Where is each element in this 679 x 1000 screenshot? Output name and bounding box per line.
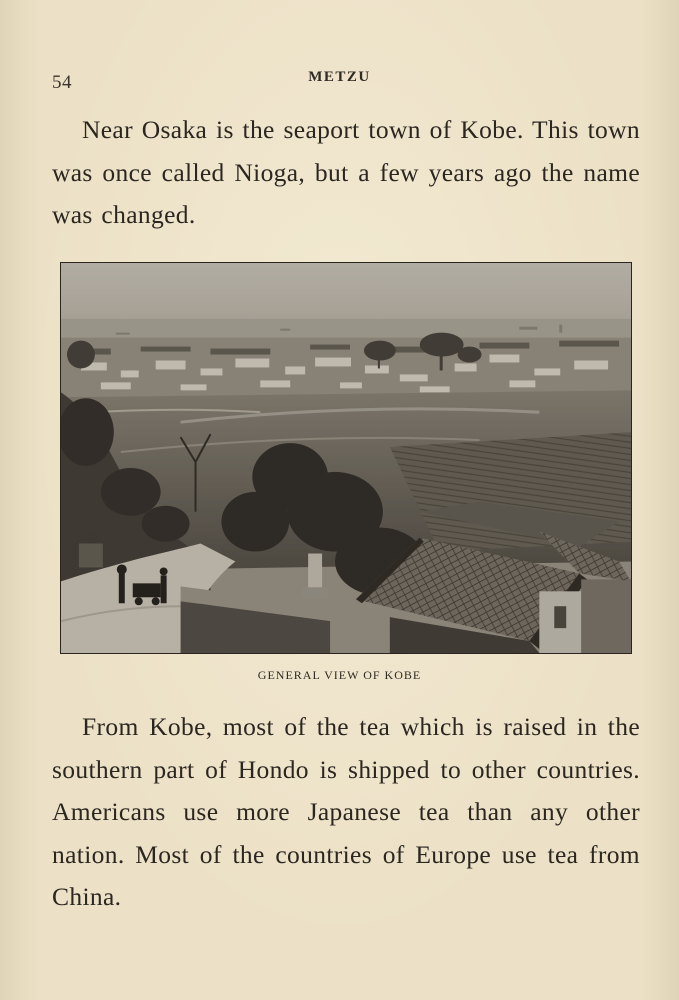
running-title: METZU xyxy=(308,69,371,85)
paragraph-2: From Kobe, most of the tea which is raised in the southern part of Hondo is shipped to other countries. Americans use more Japanese tea than any other nation. Most of the countries of Europe use tea from China. xyxy=(52,712,640,911)
page-number: 54 xyxy=(52,72,72,93)
figure-caption: GENERAL VIEW OF KOBE xyxy=(257,668,422,682)
paragraph-1: Near Osaka is the seaport town of Kobe. This town was once called Nioga, but a few years ago the name was changed. xyxy=(52,115,640,229)
photograph-kobe xyxy=(60,262,632,654)
photograph-illustration xyxy=(61,263,631,653)
